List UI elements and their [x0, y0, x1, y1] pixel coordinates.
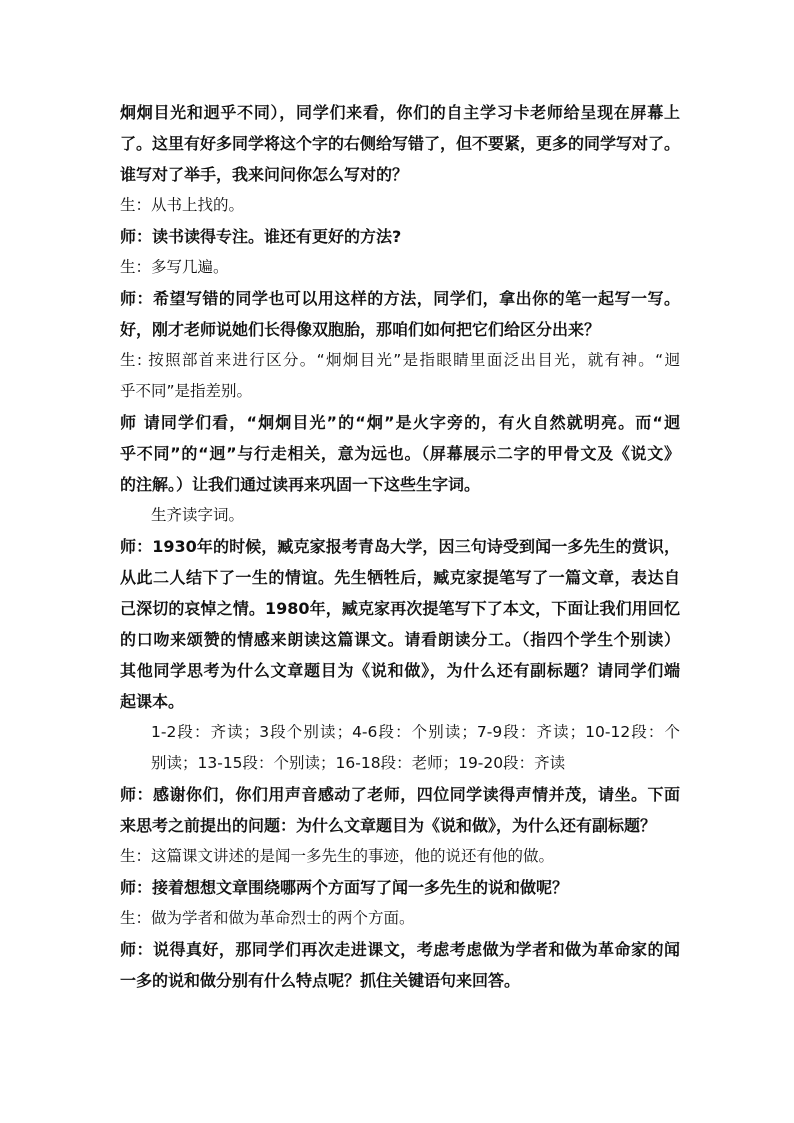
text-line: 师：1930年的时候，臧克家报考青岛大学，因三句诗受到闻一多先生的赏识， — [120, 537, 680, 556]
text-line: 生：做为学者和做为革命烈士的两个方面。 — [120, 909, 415, 927]
text-line: 师：接着想想文章围绕哪两个方面写了闻一多先生的说和做呢？ — [120, 878, 569, 897]
teacher-paragraph — [120, 531, 680, 717]
text-line: 的口吻来颂赞的情感来朗读这篇课文。请看朗读分工。（指四个学生个别读） — [120, 630, 680, 649]
text-line: 起课本。 — [120, 692, 185, 711]
text-line: 其他同学思考为什么文章题目为《说和做》，为什么还有副标题？请同学们端 — [120, 661, 680, 680]
text-line: 师：感谢你们，你们用声音感动了老师，四位同学读得声情并茂，请坐。下面 — [120, 785, 680, 804]
text-line: 一多的说和做分别有什么特点呢？抓住关键语句来回答。 — [120, 971, 521, 990]
text-line: 乎不同”是指差别。 — [120, 382, 253, 400]
document-page — [120, 97, 680, 996]
teacher-paragraph — [120, 779, 680, 841]
text-line: 炯炯目光和迥乎不同），同学们来看，你们的自主学习卡老师给呈现在屏幕上 — [120, 103, 680, 122]
text-line: 师：希望写错的同学也可以用这样的方法，同学们，拿出你的笔一起写一写。 — [120, 289, 680, 308]
text-line: 生：这篇课文讲述的是闻一多先生的事迹，他的说还有他的做。 — [120, 847, 555, 865]
student-paragraph — [120, 190, 680, 221]
teacher-paragraph — [120, 221, 680, 252]
student-paragraph — [120, 500, 680, 531]
text-line: 的注解。）让我们通过读再来巩固一下这些生字词。 — [120, 475, 481, 494]
text-line: 别读；13-15段：个别读；16-18段：老师；19-20段：齐读 — [151, 754, 566, 772]
student-paragraph — [120, 903, 680, 934]
text-line: 谁写对了举手，我来问问你怎么写对的？ — [120, 165, 409, 184]
student-paragraph — [120, 717, 680, 779]
teacher-paragraph — [120, 934, 680, 996]
text-line: 师：读书读得专注。谁还有更好的方法? — [120, 227, 402, 246]
teacher-paragraph — [120, 283, 680, 345]
student-paragraph — [120, 841, 680, 872]
text-line: 生：多写几遍。 — [120, 258, 229, 276]
teacher-paragraph — [120, 872, 680, 903]
text-line: 师 请同学们看，“炯炯目光”的“炯”是火字旁的，有火自然就明亮。而“迥 — [120, 413, 680, 432]
text-line: 生：从书上找的。 — [120, 196, 245, 214]
text-line: 生齐读字词。 — [151, 506, 245, 524]
text-line: 师：说得真好，那同学们再次走进课文，考虑考虑做为学者和做为革命家的闻 — [120, 940, 680, 959]
student-paragraph — [120, 252, 680, 283]
text-line: 了。这里有好多同学将这个字的右侧给写错了，但不要紧，更多的同学写对了。 — [120, 134, 681, 153]
text-line: 生: 按照部首来进行区分。“炯炯目光”是指眼睛里面泛出目光，就有神。“迥 — [120, 351, 680, 369]
text-line: 从此二人结下了一生的情谊。先生牺牲后，臧克家提笔写了一篇文章，表达自 — [120, 568, 680, 587]
teacher-paragraph — [120, 97, 680, 190]
text-line: 1-2段：齐读；3段个别读；4-6段：个别读；7-9段：齐读；10-12段：个 — [151, 723, 680, 741]
text-line: 己深切的哀悼之情。1980年，臧克家再次提笔写下了本文，下面让我们用回忆 — [120, 599, 680, 618]
text-line: 乎不同”的“迥”与行走相关，意为远也。（屏幕展示二字的甲骨文及《说文》 — [120, 444, 680, 463]
teacher-paragraph — [120, 407, 680, 500]
student-paragraph — [120, 345, 680, 407]
text-line: 好，刚才老师说她们长得像双胞胎，那咱们如何把它们给区分出来？ — [120, 320, 601, 339]
text-line: 来思考之前提出的问题：为什么文章题目为《说和做》，为什么还有副标题？ — [120, 816, 657, 835]
